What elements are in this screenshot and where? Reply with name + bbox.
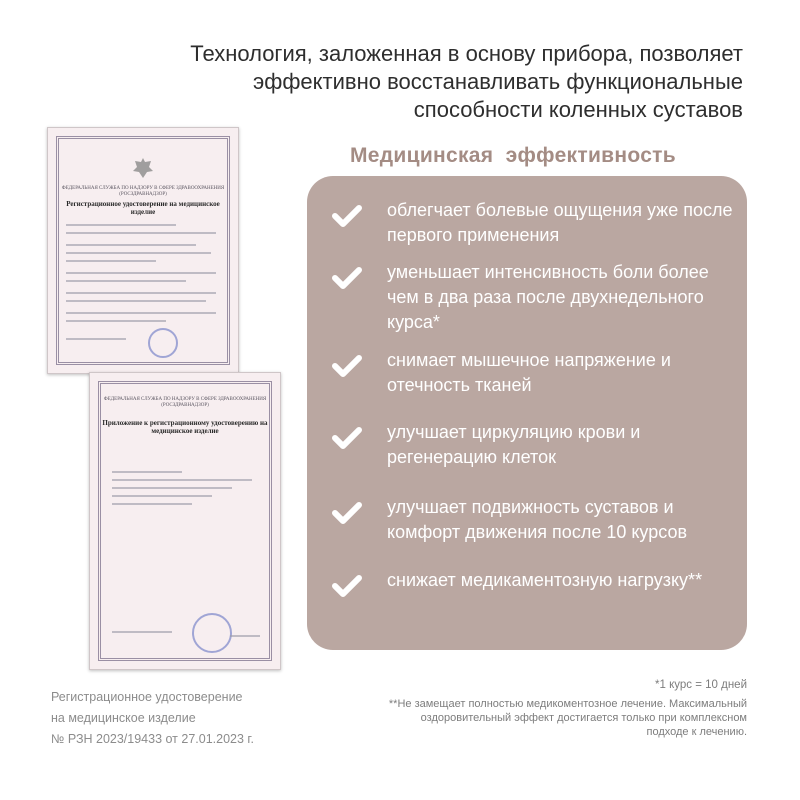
certificate-text-line xyxy=(66,244,196,246)
check-icon xyxy=(331,426,363,450)
appendix-text-line xyxy=(112,487,232,489)
check-icon xyxy=(331,204,363,228)
appendix-text-line xyxy=(112,503,192,505)
certificate-title: Регистрационное удостоверение на медицинское изделие xyxy=(66,200,220,216)
certificate-text-line xyxy=(66,260,156,262)
stamp-icon xyxy=(192,613,232,653)
certificate-appendix-image xyxy=(89,372,281,670)
caption-line: Регистрационное удостоверение xyxy=(51,690,243,704)
benefit-text: улучшает циркуляцию крови и регенерацию клеток xyxy=(387,422,641,467)
certificate-text-line xyxy=(66,292,216,294)
certificate-text-line xyxy=(66,300,206,302)
benefit-text: облегчает болевые ощущения уже после первого применения xyxy=(387,200,733,245)
certificate-text-line xyxy=(66,224,176,226)
appendix-title: Приложение к регистрационному удостоверению на медицинское изделие xyxy=(102,419,268,435)
appendix-text-line xyxy=(112,631,172,633)
check-icon xyxy=(331,266,363,290)
footnote-drugs: **Не замещает полностью медикоментозное лечение. Максимальный оздоровительный эффект достигается только при комплексном подходе к лечению. xyxy=(388,698,747,738)
check-icon xyxy=(331,354,363,378)
appendix-text-line xyxy=(112,471,182,473)
certificate-header: ФЕДЕРАЛЬНАЯ СЛУЖБА ПО НАДЗОРУ В СФЕРЕ ЗДРАВООХРАНЕНИЯ (РОСЗДРАВНАДЗОР) xyxy=(61,186,225,197)
benefit-text: уменьшает интенсивность боли более чем в два раза после двухнедельного курса* xyxy=(387,262,709,332)
certificate-caption xyxy=(51,687,254,750)
benefit-text: снимает мышечное напряжение и отечность тканей xyxy=(387,350,671,395)
certificate-text-line xyxy=(66,320,166,322)
benefit-text: снижает медикаментозную нагрузку** xyxy=(387,570,703,590)
stamp-icon xyxy=(148,328,178,358)
headline: Технология, заложенная в основу прибора, позволяет эффективно восстанавливать функциональные способности коленных суставов xyxy=(190,41,743,122)
certificate-text-line xyxy=(66,338,126,340)
benefit-text: улучшает подвижность суставов и комфорт движения после 10 курсов xyxy=(387,497,688,542)
appendix-header: ФЕДЕРАЛЬНАЯ СЛУЖБА ПО НАДЗОРУ В СФЕРЕ ЗДРАВООХРАНЕНИЯ (РОСЗДРАВНАДЗОР) xyxy=(103,397,267,408)
certificate-text-line xyxy=(66,252,211,254)
section-title: Медицинская эффективность xyxy=(350,144,676,167)
registration-certificate-image xyxy=(47,127,239,374)
caption-line: № РЗН 2023/19433 от 27.01.2023 г. xyxy=(51,732,254,746)
appendix-text-line xyxy=(112,495,212,497)
certificate-text-line xyxy=(66,280,186,282)
certificate-text-line xyxy=(66,312,216,314)
check-icon xyxy=(331,574,363,598)
check-icon xyxy=(331,501,363,525)
appendix-text-line xyxy=(112,479,252,481)
benefits-panel xyxy=(307,176,747,650)
appendix-text-line xyxy=(230,635,260,637)
russian-emblem-icon xyxy=(131,156,155,180)
certificate-text-line xyxy=(66,272,216,274)
caption-line: на медицинское изделие xyxy=(51,711,196,725)
certificate-text-line xyxy=(66,232,216,234)
footnote-course: *1 курс = 10 дней xyxy=(655,679,747,691)
